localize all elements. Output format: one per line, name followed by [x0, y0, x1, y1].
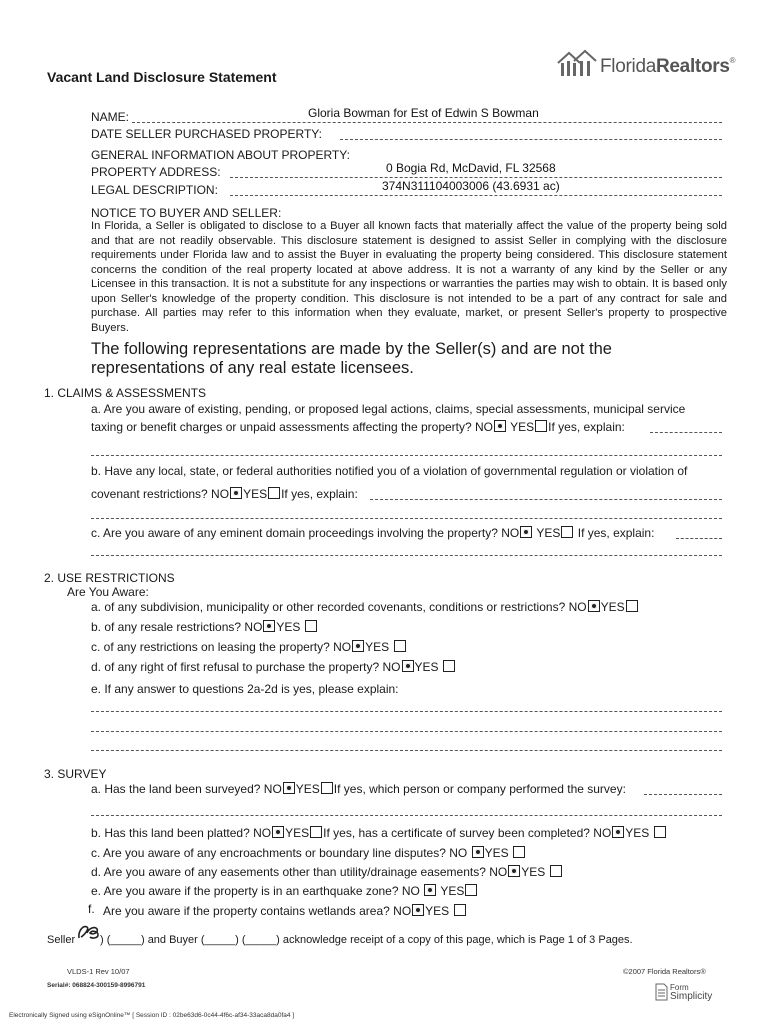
property-address-label: PROPERTY ADDRESS: — [91, 165, 221, 179]
q2a-line — [91, 600, 639, 614]
q2b-line — [91, 620, 318, 634]
q1b-text: covenant restrictions? NO — [91, 487, 230, 501]
q1c-yes-label: YES — [536, 526, 561, 540]
esign-footer: Electronically Signed using eSignOnline™ [ Session ID : 02be63d6-0c44-4f6c-af34-33aca8da0fa4 ] — [9, 1012, 295, 1019]
q2b-text: b. of any resale restrictions? NO — [91, 620, 263, 634]
q3f-yes-checkbox[interactable] — [454, 904, 466, 916]
q1c-text: c. Are you aware of any eminent domain proceedings involving the property? NO — [91, 526, 520, 540]
name-line — [132, 122, 722, 123]
q3b-no-checkbox[interactable] — [272, 826, 284, 838]
q3b-cert-yes-label: YES — [625, 826, 650, 840]
q1a-no-checkbox[interactable] — [494, 420, 506, 432]
q2b-yes-checkbox[interactable] — [305, 620, 317, 632]
q1a-line-1: a. Are you aware of existing, pending, or proposed legal actions, claims, special assessments, municipal service — [91, 402, 686, 416]
q1b-explain-line[interactable] — [370, 499, 722, 500]
q3c-yes-checkbox[interactable] — [513, 846, 525, 858]
q1b-yes-checkbox[interactable] — [268, 487, 280, 499]
legal-description-label: LEGAL DESCRIPTION: — [91, 183, 218, 197]
q2c-text: c. of any restrictions on leasing the property? NO — [91, 640, 352, 654]
florida-realtors-logo — [556, 49, 598, 84]
q1b-line-2 — [91, 487, 358, 501]
legal-description-value[interactable]: 374N311104003006 (43.6931 ac) — [382, 179, 560, 193]
document-icon — [655, 983, 668, 1001]
formsimplicity-text — [670, 983, 712, 1001]
notice-heading: NOTICE TO BUYER AND SELLER: — [91, 206, 282, 220]
q1b-no-checkbox[interactable] — [230, 487, 242, 499]
q1a-explain-line-2[interactable] — [91, 455, 722, 456]
q3b-yes-checkbox[interactable] — [310, 826, 322, 838]
q1a-yes-checkbox[interactable] — [535, 420, 547, 432]
q1a-explain-line[interactable] — [650, 432, 722, 433]
registered-mark: ® — [729, 56, 736, 65]
logo-text-florida: Florida — [600, 56, 656, 77]
copyright: ©2007 Florida Realtors® — [623, 967, 706, 976]
q3b-cert-yes-checkbox[interactable] — [654, 826, 666, 838]
q3c-text: c. Are you aware of any encroachments or boundary line disputes? NO — [91, 846, 468, 860]
seller-initials-signature[interactable] — [76, 922, 102, 947]
date-purchased-label: DATE SELLER PURCHASED PROPERTY: — [91, 127, 322, 141]
q2c-no-checkbox[interactable] — [352, 640, 364, 652]
q3b-line — [91, 826, 667, 840]
q1a-yes-label: YES — [510, 420, 535, 434]
q2a-yes-checkbox[interactable] — [626, 600, 638, 612]
formsimplicity-logo — [655, 983, 668, 1006]
q2a-yes-label: YES — [600, 600, 625, 614]
q1b-explain-label: If yes, explain: — [281, 487, 358, 501]
q3b-mid: If yes, has a certificate of survey been completed? NO — [323, 826, 612, 840]
q2d-yes-label: YES — [414, 660, 439, 674]
section-3-heading: 3. SURVEY — [44, 767, 107, 781]
q1b-line-1: b. Have any local, state, or federal authorities notified you of a violation of governmental regulation or violation of — [91, 464, 688, 478]
q1a-text: taxing or benefit charges or unpaid assessments affecting the property? NO — [91, 420, 494, 434]
section-1-heading: 1. CLAIMS & ASSESSMENTS — [44, 386, 207, 400]
q1c-yes-checkbox[interactable] — [561, 526, 573, 538]
q3f-yes-label: YES — [425, 904, 450, 918]
q2e-explain-line-3[interactable] — [91, 750, 722, 751]
q3d-line — [91, 865, 563, 879]
q2b-no-checkbox[interactable] — [263, 620, 275, 632]
formsimplicity-simplicity: Simplicity — [670, 991, 713, 1002]
q1a-line-2 — [91, 420, 625, 434]
q3a-answer-line[interactable] — [644, 794, 722, 795]
q3c-line — [91, 846, 526, 860]
name-label: NAME: — [91, 110, 130, 124]
property-address-value[interactable]: 0 Bogia Rd, McDavid, FL 32568 — [386, 161, 556, 175]
legal-description-line — [230, 195, 722, 196]
q2e-explain-line-2[interactable] — [91, 731, 722, 732]
q3a-yes-checkbox[interactable] — [321, 782, 333, 794]
q3f-no-checkbox[interactable] — [412, 904, 424, 916]
acknowledgment-text: ) (_____) and Buyer (_____) (_____) acknowledge receipt of a copy of this page, which is Page 1 of 3 Pages. — [100, 934, 633, 946]
section-2-heading: 2. USE RESTRICTIONS — [44, 571, 175, 585]
general-info-label: GENERAL INFORMATION ABOUT PROPERTY: — [91, 148, 350, 162]
q3d-text: d. Are you aware of any easements other than utility/drainage easements? NO — [91, 865, 508, 879]
q1c-explain-line[interactable] — [676, 538, 722, 539]
q2d-text: d. of any right of first refusal to purchase the property? NO — [91, 660, 401, 674]
q3f-text: Are you aware if the property contains wetlands area? NO — [103, 904, 412, 918]
representations-line-2: representations of any real estate licensees. — [91, 359, 414, 377]
q3e-yes-label: YES — [440, 884, 465, 898]
q3e-yes-checkbox[interactable] — [465, 884, 477, 896]
date-purchased-line[interactable] — [340, 139, 722, 140]
q1b-explain-line-2[interactable] — [91, 518, 722, 519]
q2a-text: a. of any subdivision, municipality or other recorded covenants, conditions or restrictions? NO — [91, 600, 587, 614]
q3a-yes-label: YES — [295, 782, 320, 796]
q3a-answer-line-2[interactable] — [91, 815, 722, 816]
serial-number: Serial#: 068824-300159-8996791 — [47, 982, 146, 989]
q3c-yes-label: YES — [484, 846, 509, 860]
q2e-text: e. If any answer to questions 2a-2d is yes, please explain: — [91, 682, 399, 696]
q2e-explain-line-1[interactable] — [91, 711, 722, 712]
q2d-no-checkbox[interactable] — [402, 660, 414, 672]
q3d-yes-checkbox[interactable] — [550, 865, 562, 877]
q2d-yes-checkbox[interactable] — [443, 660, 455, 672]
form-id: VLDS-1 Rev 10/07 — [67, 967, 130, 976]
q3d-no-checkbox[interactable] — [508, 865, 520, 877]
q3a-no-checkbox[interactable] — [283, 782, 295, 794]
q3e-line — [91, 884, 478, 898]
q2b-yes-label: YES — [276, 620, 301, 634]
q3a-text: a. Has the land been surveyed? NO — [91, 782, 282, 796]
representations-line-1: The following representations are made by the Seller(s) and are not the — [91, 340, 612, 358]
logo-text-realtors: Realtors — [655, 56, 730, 77]
q1c-no-checkbox[interactable] — [520, 526, 532, 538]
notice-body: In Florida, a Seller is obligated to disclose to a Buyer all known facts that materially affect the value of the property being sold and that are not readily observable. This disclosure statement is designed to assist Seller in complying with the disclosure requirements under Florida law and to assist the Buyer in evaluating the property being considered. This disclosure statement concerns the condition of the real property located at above address. It is not a warranty of any kind by the Seller or any Licensee in this transaction. It is not a substitute for any inspections or warranties the parties may wish to obtain. It is based only upon Seller's knowledge of the property condition. This disclosure is not intended to be a part of any contract for sale and purchase. All parties may refer to this information when they evaluate, market, or present Seller's property to prospective Buyers. — [91, 220, 727, 334]
q3b-text: b. Has this land been platted? NO — [91, 826, 272, 840]
q2c-yes-checkbox[interactable] — [394, 640, 406, 652]
q2d-line — [91, 660, 456, 674]
q2c-line — [91, 640, 407, 654]
house-icon — [556, 49, 598, 79]
q3f-line — [103, 904, 467, 918]
q1b-yes-label: YES — [243, 487, 268, 501]
section-2-sub: Are You Aware: — [67, 585, 149, 599]
q3c-no-checkbox[interactable] — [472, 846, 484, 858]
q3b-cert-no-checkbox[interactable] — [612, 826, 624, 838]
seller-label: Seller — [47, 934, 76, 946]
formsimplicity-form: Form — [670, 983, 689, 992]
q1a-explain-label: If yes, explain: — [548, 420, 625, 434]
q1c-explain-line-2[interactable] — [91, 555, 722, 556]
property-address-line — [230, 177, 722, 178]
q3a-rest: If yes, which person or company performed the survey: — [333, 782, 626, 796]
q1c-explain-label: If yes, explain: — [577, 526, 655, 540]
q3e-no-checkbox[interactable] — [424, 884, 436, 896]
q3d-yes-label: YES — [521, 865, 546, 879]
q1c-line — [91, 526, 654, 540]
q2a-no-checkbox[interactable] — [588, 600, 600, 612]
q2c-yes-label: YES — [365, 640, 390, 654]
q3a-line — [91, 782, 626, 796]
q3b-yes-label: YES — [285, 826, 310, 840]
page-title: Vacant Land Disclosure Statement — [47, 69, 277, 85]
q3f-letter: f. — [88, 902, 95, 916]
q3e-text: e. Are you aware if the property is in an earthquake zone? NO — [91, 884, 420, 898]
name-value[interactable]: Gloria Bowman for Est of Edwin S Bowman — [308, 106, 539, 120]
